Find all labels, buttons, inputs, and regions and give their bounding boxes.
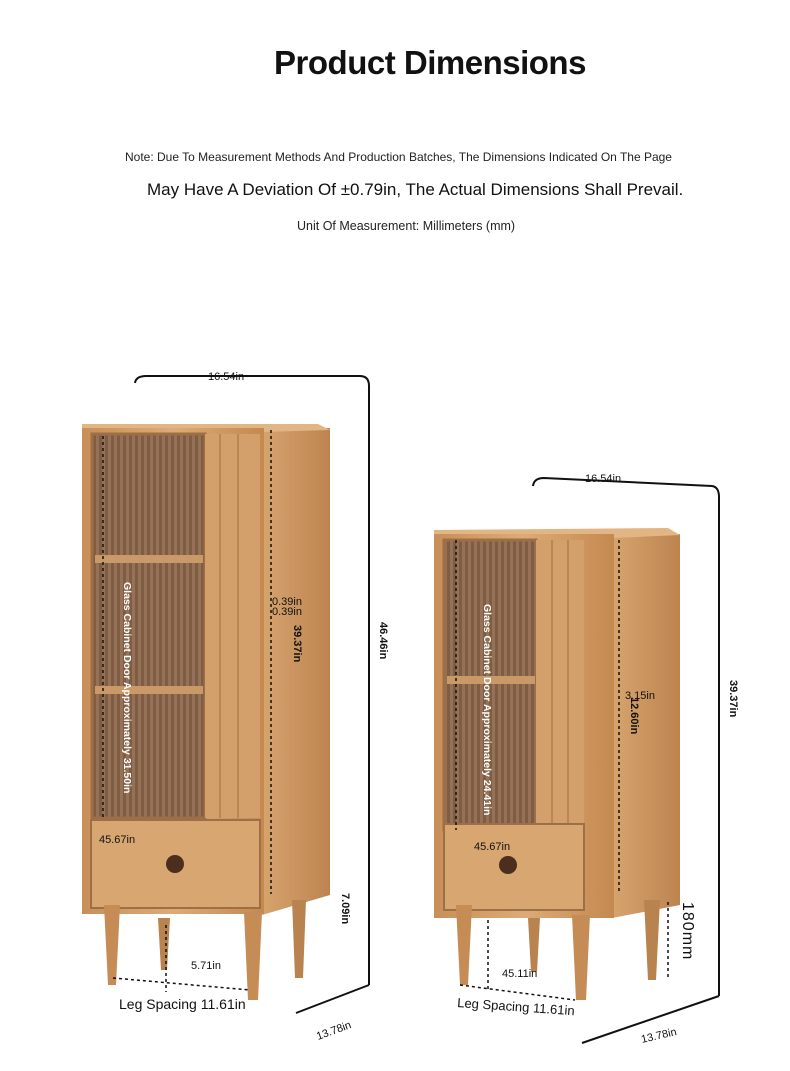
small-leg-back-right: [644, 900, 660, 980]
small-leg-inner-label: 45.11in: [502, 968, 538, 980]
small-leg-front-right: [572, 915, 590, 1000]
small-leg-front-left: [456, 905, 472, 985]
large-wood-panel: [205, 434, 260, 818]
small-cabinet: [434, 528, 680, 1000]
large-depth-label: 13.78in: [314, 1019, 353, 1043]
large-leg-spacing-label: Leg Spacing 11.61in: [119, 996, 246, 1012]
small-body-height-label: 12.60in: [628, 697, 640, 735]
note-line-1: Note: Due To Measurement Methods And Production Batches, The Dimensions Indicated On The Page: [125, 150, 672, 164]
small-wood-panel: [536, 540, 584, 830]
large-leg-inner-label: 5.71in: [191, 960, 221, 972]
large-cabinet: [82, 424, 330, 1000]
large-leg-front-left: [104, 905, 120, 985]
large-width-label: 16.54in: [208, 371, 245, 383]
large-shelf-2: [95, 686, 203, 694]
large-leg-back-right: [292, 900, 306, 978]
large-shelf-1: [95, 555, 203, 563]
note-line-2: May Have A Deviation Of ±0.79in, The Actual Dimensions Shall Prevail.: [147, 180, 684, 199]
small-drawer-knob: [499, 856, 517, 874]
large-total-height-label: 46.46in: [377, 622, 389, 660]
large-gap-label-2: 0.39in: [272, 606, 302, 618]
large-glass-door: [92, 434, 205, 818]
page-title: Product Dimensions: [274, 44, 586, 81]
large-leg-front-right: [244, 912, 262, 1000]
large-gap-label-1: 0.39in: [272, 596, 302, 608]
large-leg-back-left: [158, 918, 170, 970]
large-cabinet-side: [262, 428, 330, 915]
small-width-label: 16.54in: [585, 473, 622, 485]
small-glass-door-label: Glass Cabinet Door Approximately 24.41in: [481, 604, 493, 816]
small-drawer-label: 45.67in: [474, 841, 511, 853]
large-body-height-label: 39.37in: [291, 625, 303, 663]
small-cabinet-side: [612, 534, 680, 918]
large-drawer-knob: [166, 855, 184, 873]
small-gap-label: 3.15in: [625, 690, 655, 702]
small-depth-label: 13.78in: [639, 1026, 678, 1046]
large-leg-height-label: 7.09in: [339, 893, 351, 925]
small-total-height-label: 39.37in: [727, 680, 739, 718]
large-glass-door-label: Glass Cabinet Door Approximately 31.50in: [121, 582, 133, 794]
small-leg-height-label: 180mm: [679, 902, 696, 961]
small-leg-back-left: [528, 918, 540, 972]
unit-note: Unit Of Measurement: Millimeters (mm): [297, 219, 516, 233]
large-drawer-label: 45.67in: [99, 834, 136, 846]
small-leg-spacing-label: Leg Spacing 11.61in: [456, 995, 576, 1019]
